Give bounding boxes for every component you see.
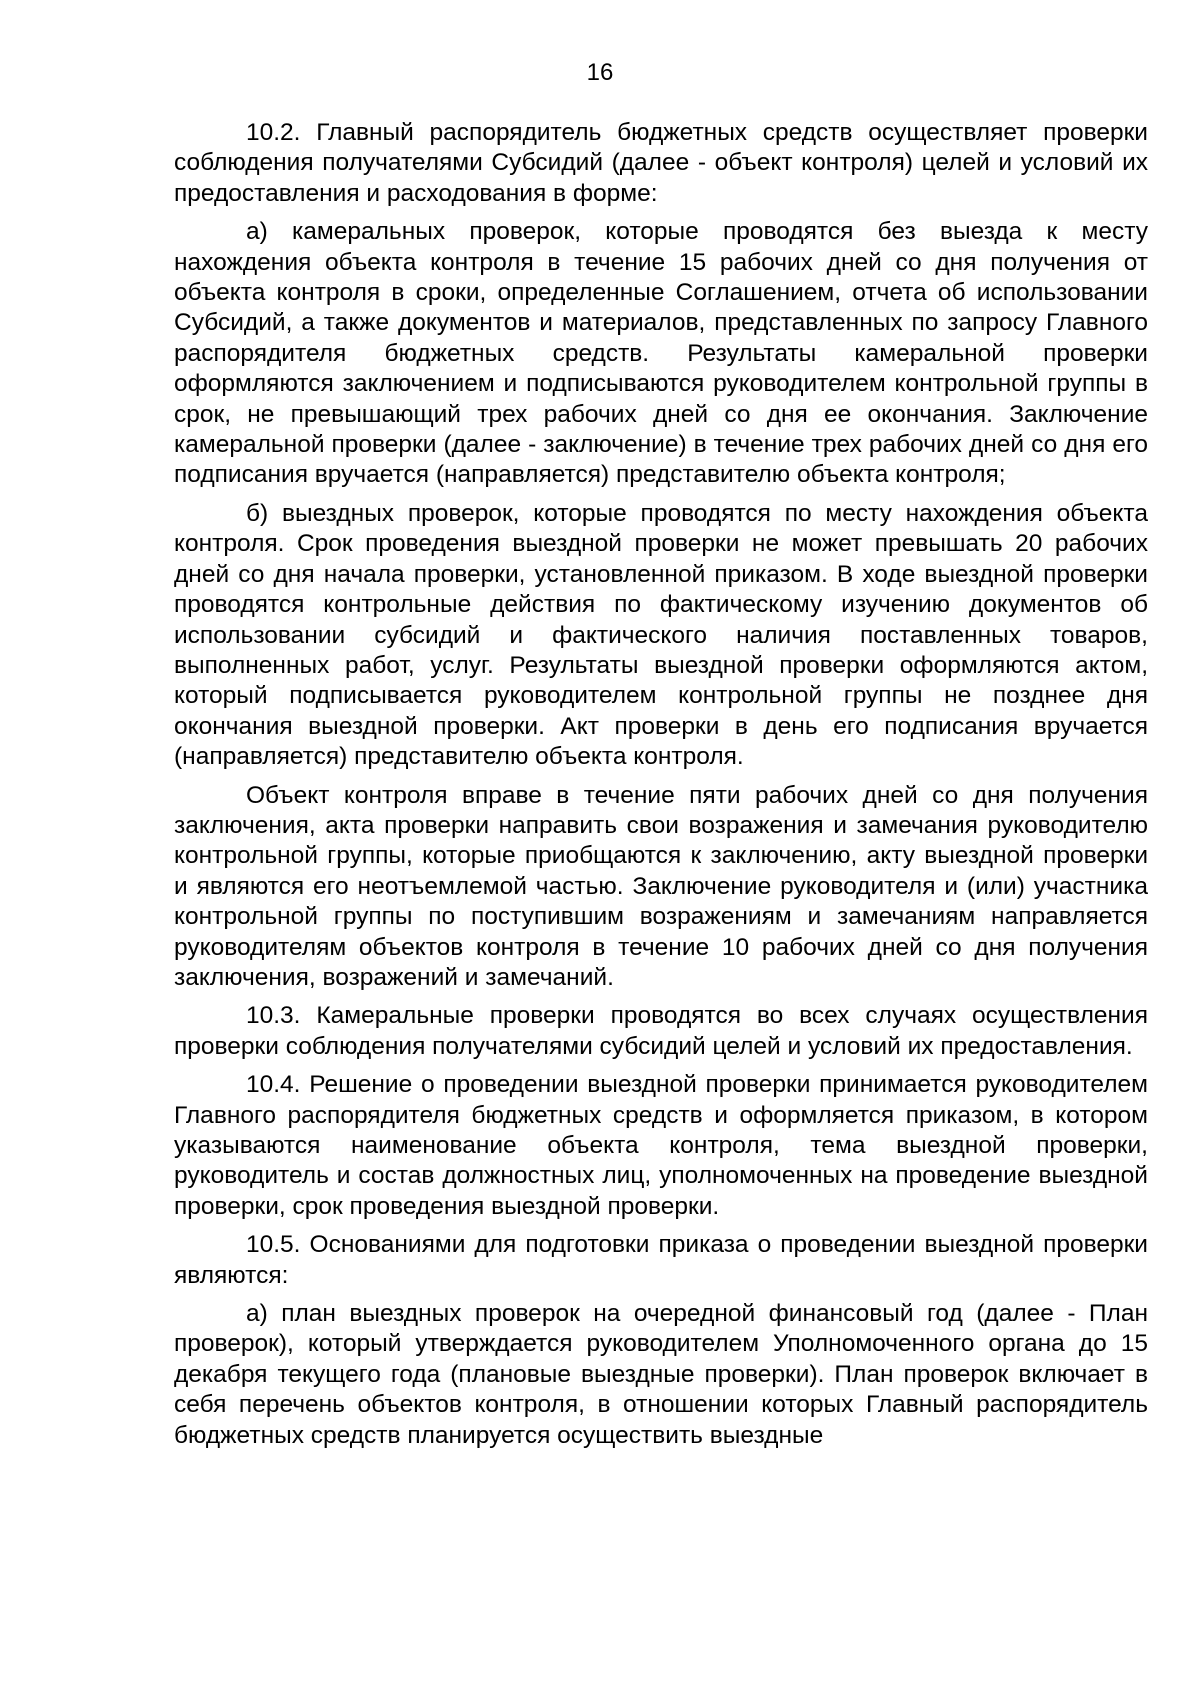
paragraph-10-5-a: а) план выездных проверок на очередной финансовый год (далее - План проверок), который утверждается руководителем Уполномоченного органа до 15 декабря текущего года (плановые выездные проверки). План проверок включает в себя перечень объектов контроля, в отношении которых Главный распорядитель бюджетных средств планируется осуществить выездные <box>174 1300 1148 1449</box>
paragraph-10-5: 10.5. Основаниями для подготовки приказа о проведении выездной проверки являются: <box>174 1231 1148 1289</box>
paragraph-10-2-b: б) выездных проверок, которые проводятся по месту нахождения объекта контроля. Срок проведения выездной проверки не может превышать 20 рабочих дней со дня начала проверки, установленной приказом. В ходе выездной проверки проводятся контрольные действия по фактическому изучению документов об использовании субсидий и фактического наличия поставленных товаров, выполненных работ, услуг. Результаты выездной проверки оформляются актом, который подписывается руководителем контрольной группы не позднее дня окончания выездной проверки. Акт проверки в день его подписания вручается (направляется) представителю объекта контроля. <box>174 499 1148 771</box>
paragraph-10-4: 10.4. Решение о проведении выездной проверки принимается руководителем Главного распорядителя бюджетных средств и оформляется приказом, в котором указываются наименование объекта контроля, тема выездной проверки, руководитель и состав должностных лиц, уполномоченных на проведение выездной проверки, срок проведения выездной проверки. <box>174 1071 1148 1220</box>
paragraph-10-2: 10.2. Главный распорядитель бюджетных средств осуществляет проверки соблюдения получателями Субсидий (далее - объект контроля) целей и условий их предоставления и расходования в форме: <box>174 119 1148 207</box>
paragraph-10-2-a: а) камеральных проверок, которые проводятся без выезда к месту нахождения объекта контроля в течение 15 рабочих дней со дня получения от объекта контроля в сроки, определенные Соглашением, отчета об использовании Субсидий, а также документов и материалов, представленных по запросу Главного распорядителя бюджетных средств. Результаты камеральной проверки оформляются заключением и подписываются руководителем контрольной группы в срок, не превышающий трех рабочих дней со дня ее окончания. Заключение камеральной проверки (далее - заключение) в течение трех рабочих дней со дня его подписания вручается (направляется) представителю объекта контроля; <box>174 218 1148 489</box>
paragraph-objections: Объект контроля вправе в течение пяти рабочих дней со дня получения заключения, акта проверки направить свои возражения и замечания руководителю контрольной группы, которые приобщаются к заключению, акту выездной проверки и являются его неотъемлемой частью. Заключение руководителя и (или) участника контрольной группы по поступившим возражениям и замечаниям направляется руководителям объектов контроля в течение 10 рабочих дней со дня получения заключения, возражений и замечаний. <box>174 781 1148 991</box>
paragraph-10-3: 10.3. Камеральные проверки проводятся во всех случаях осуществления проверки соблюдения получателями субсидий целей и условий их предоставления. <box>174 1002 1148 1060</box>
page-number: 16 <box>586 59 614 86</box>
document-body <box>174 118 1148 1459</box>
